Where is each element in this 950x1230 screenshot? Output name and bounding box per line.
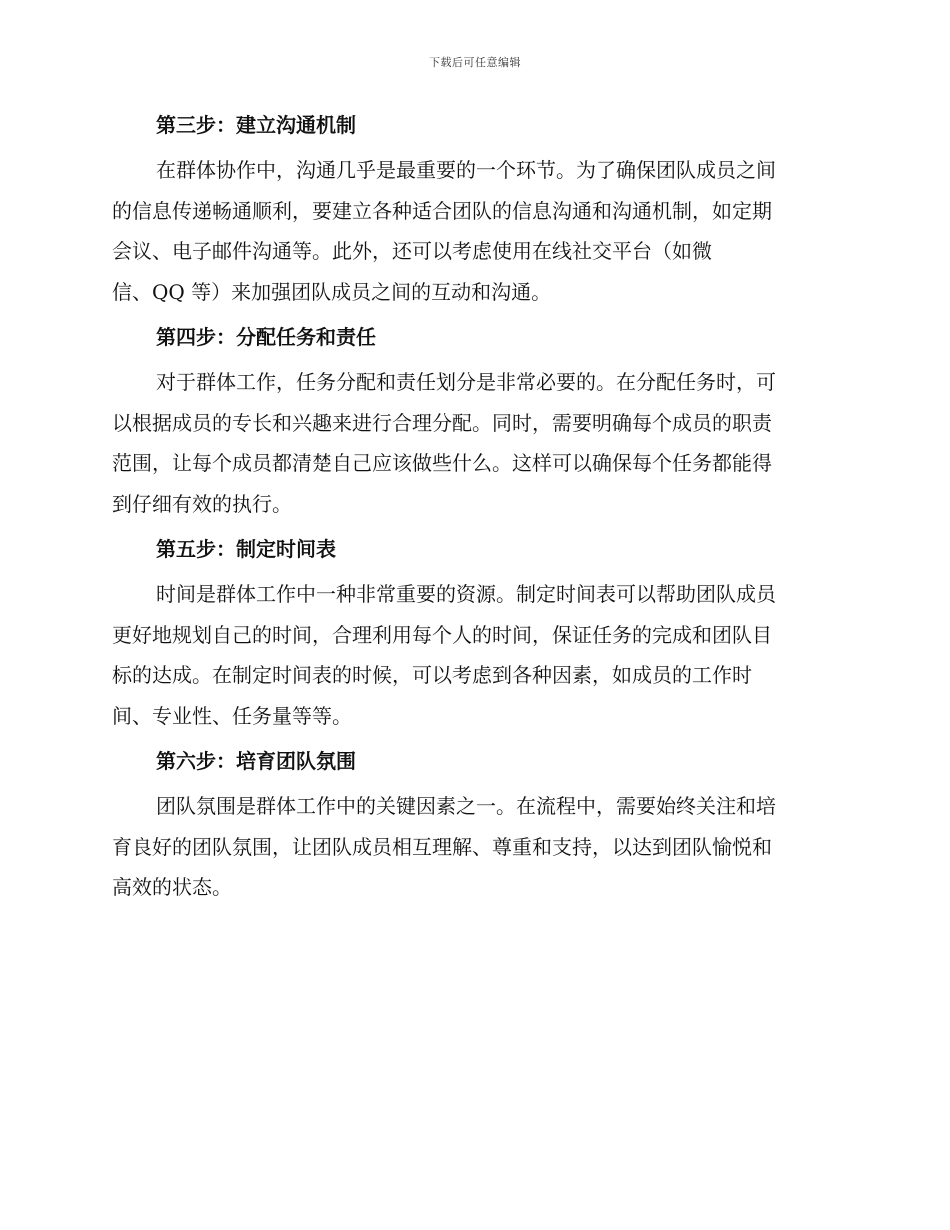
- paragraph-line: 标的达成。在制定时间表的时候，可以考虑到各种因素，如成员的工作时: [112, 663, 752, 687]
- header-note: 下载后可任意编辑: [429, 56, 521, 69]
- paragraph-line: 的信息传递畅通顺利，要建立各种适合团队的信息沟通和沟通机制，如定期: [112, 198, 772, 223]
- paragraph-line: 时间是群体工作中一种非常重要的资源。制定时间表可以帮助团队成员: [156, 582, 776, 606]
- document-body: [112, 104, 832, 918]
- section-paragraph: [112, 362, 832, 524]
- paragraph-line: 育良好的团队氛围，让团队成员相互理解、尊重和支持，以达到团队愉悦和: [112, 834, 772, 859]
- section-paragraph: [112, 786, 832, 908]
- section-heading: 第六步：培育团队氛围: [156, 749, 356, 773]
- paragraph-line: 到仔细有效的执行。: [112, 491, 292, 516]
- section-step-3: [112, 110, 832, 312]
- section-paragraph: [112, 150, 832, 312]
- section-step-6: [112, 746, 832, 908]
- paragraph-line: 间、专业性、任务量等等。: [112, 703, 352, 728]
- paragraph-line: 信、QQ 等）来加强团队成员之间的互动和沟通。: [112, 279, 552, 304]
- section-paragraph: [112, 574, 832, 736]
- paragraph-line: 更好地规划自己的时间，合理利用每个人的时间，保证任务的完成和团队目: [112, 622, 772, 647]
- section-heading: 第三步：建立沟通机制: [156, 113, 356, 137]
- section-heading: 第四步：分配任务和责任: [156, 325, 376, 349]
- section-step-4: [112, 322, 832, 524]
- section-heading: 第五步：制定时间表: [156, 537, 336, 561]
- paragraph-line: 团队氛围是群体工作中的关键因素之一。在流程中，需要始终关注和培: [156, 794, 776, 818]
- paragraph-line: 范围，让每个成员都清楚自己应该做些什么。这样可以确保每个任务都能得: [112, 451, 772, 475]
- paragraph-line: 在群体协作中，沟通几乎是最重要的一个环节。为了确保团队成员之间: [156, 158, 776, 182]
- paragraph-line: 高效的状态。: [112, 875, 232, 899]
- paragraph-line: 以根据成员的专长和兴趣来进行合理分配。同时，需要明确每个成员的职责: [112, 410, 772, 435]
- paragraph-line: 会议、电子邮件沟通等。此外，还可以考虑使用在线社交平台（如微: [112, 239, 712, 263]
- paragraph-line: 对于群体工作，任务分配和责任划分是非常必要的。在分配任务时，可: [156, 370, 776, 394]
- section-step-5: [112, 534, 832, 736]
